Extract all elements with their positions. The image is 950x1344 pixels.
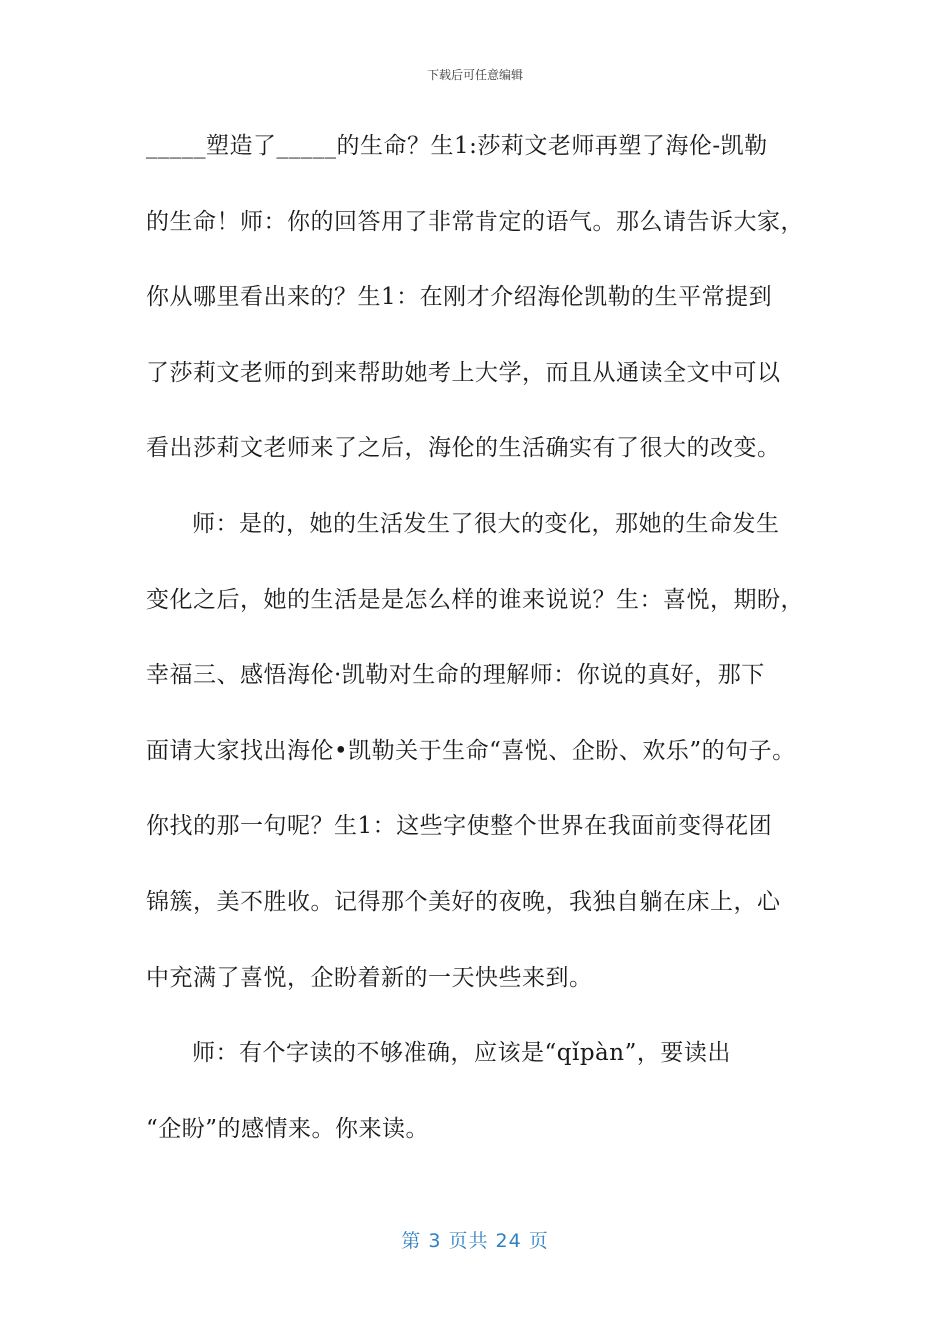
paragraph-start-line: 师：有个字读的不够准确，应该是“qǐpàn”，要读出 bbox=[192, 1040, 731, 1067]
text-line: 了莎莉文老师的到来帮助她考上大学，而且从通读全文中可以 bbox=[146, 359, 781, 386]
text-line: 变化之后，她的生活是是怎么样的谁来说说？生：喜悦，期盼， bbox=[146, 586, 804, 613]
text-line: 中充满了喜悦，企盼着新的一天快些来到。 bbox=[146, 964, 593, 991]
text-line: _____塑造了_____的生命？生1:莎莉文老师再塑了海伦-凯勒 bbox=[146, 133, 768, 159]
text-line: 幸福三、感悟海伦·凯勒对生命的理解师：你说的真好，那下 bbox=[146, 662, 765, 689]
text-line: 面请大家找出海伦•凯勒关于生命“喜悦、企盼、欢乐”的句子。 bbox=[146, 737, 796, 764]
text-line: 你从哪里看出来的？生1：在刚才介绍海伦凯勒的生平常提到 bbox=[146, 284, 773, 311]
text-line: “企盼”的感情来。你来读。 bbox=[146, 1115, 430, 1142]
page-number-footer: 第 3 页共 24 页 bbox=[401, 1230, 549, 1252]
page-header-note: 下载后可任意编辑 bbox=[426, 68, 523, 82]
text-line: 锦簇，美不胜收。记得那个美好的夜晚，我独自躺在床上，心 bbox=[146, 888, 781, 915]
text-line: 看出莎莉文老师来了之后，海伦的生活确实有了很大的改变。 bbox=[146, 435, 781, 462]
paragraph-start-line: 师：是的，她的生活发生了很大的变化，那她的生命发生 bbox=[192, 510, 780, 537]
text-line: 的生命！师：你的回答用了非常肯定的语气。那么请告诉大家， bbox=[146, 208, 804, 235]
document-body bbox=[146, 124, 826, 1182]
text-line: 你找的那一句呢？生1：这些字使整个世界在我面前变得花团 bbox=[146, 813, 773, 840]
